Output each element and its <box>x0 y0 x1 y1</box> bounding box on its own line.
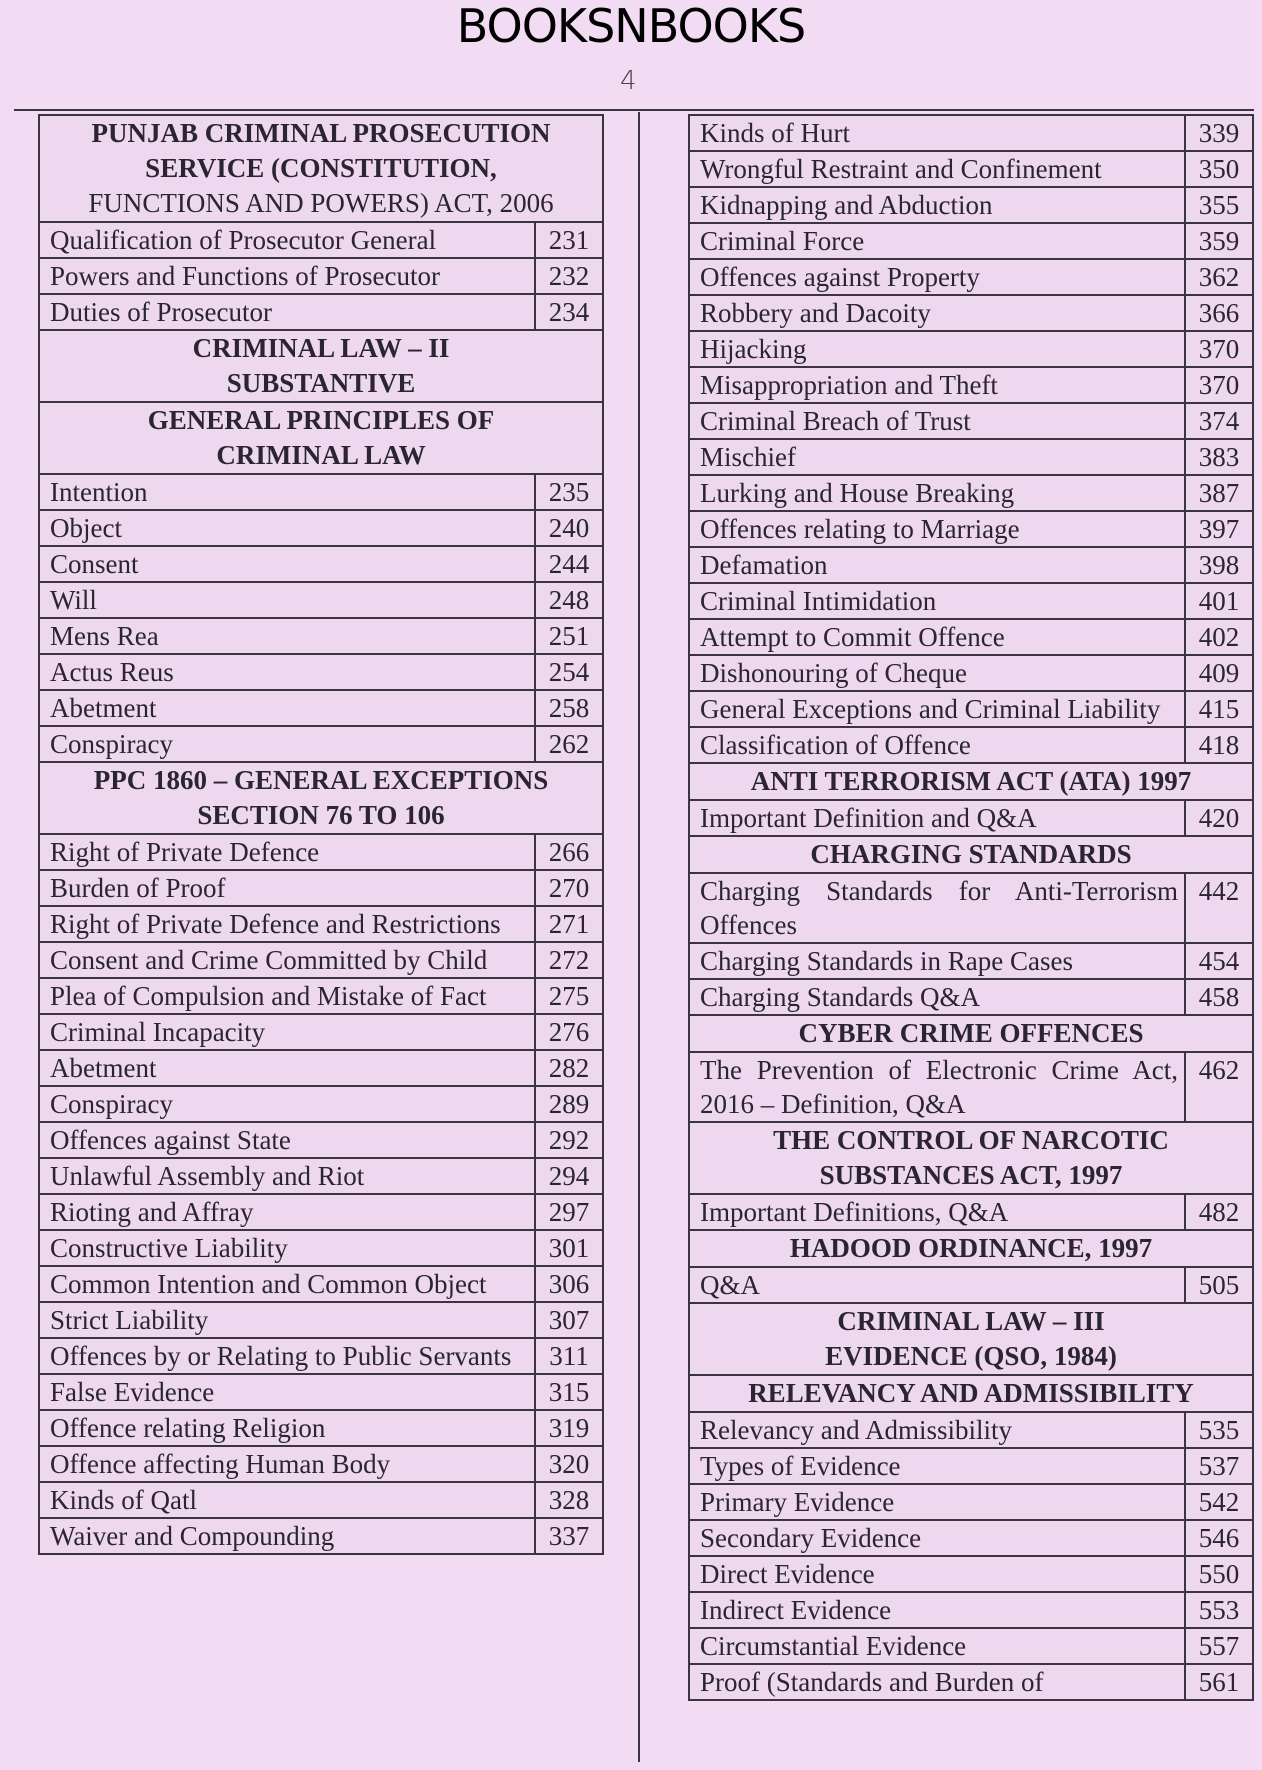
entry-page-number: 272 <box>535 942 603 978</box>
toc-entry <box>39 1122 603 1158</box>
section-heading-line: CRIMINAL LAW <box>216 440 426 470</box>
entry-page-number: 315 <box>535 1374 603 1410</box>
entry-title: Kinds of Qatl <box>39 1482 535 1518</box>
entry-title: Robbery and Dacoity <box>689 295 1185 331</box>
entry-title: Offence relating Religion <box>39 1410 535 1446</box>
toc-entry <box>39 1266 603 1302</box>
section-heading-line: HADOOD ORDINANCE, 1997 <box>789 1233 1153 1263</box>
entry-page-number: 366 <box>1185 295 1253 331</box>
entry-page-number: 328 <box>535 1482 603 1518</box>
toc-entry <box>689 655 1253 691</box>
toc-left-column <box>38 114 604 1555</box>
entry-page-number: 561 <box>1185 1664 1253 1700</box>
entry-title: Powers and Functions of Prosecutor <box>39 258 535 294</box>
toc-entry <box>39 1374 603 1410</box>
entry-title: Consent <box>39 546 535 582</box>
toc-entry <box>689 1267 1253 1303</box>
toc-entry <box>39 942 603 978</box>
entry-page-number: 418 <box>1185 727 1253 763</box>
entry-page-number: 535 <box>1185 1412 1253 1448</box>
entry-title: Constructive Liability <box>39 1230 535 1266</box>
toc-entry <box>39 726 603 762</box>
toc-entry <box>689 1520 1253 1556</box>
entry-page-number: 374 <box>1185 403 1253 439</box>
entry-title: Offences against State <box>39 1122 535 1158</box>
toc-entry <box>39 1446 603 1482</box>
entry-title: Lurking and House Breaking <box>689 475 1185 511</box>
entry-title: Abetment <box>39 690 535 726</box>
section-heading-cell <box>39 330 603 402</box>
entry-title: Consent and Crime Committed by Child <box>39 942 535 978</box>
toc-entry <box>689 547 1253 583</box>
toc-entry <box>39 1410 603 1446</box>
section-heading-line: PPC 1860 – GENERAL EXCEPTIONS <box>93 765 549 795</box>
entry-page-number: 557 <box>1185 1628 1253 1664</box>
watermark-brand: BOOKSNBOOKS <box>456 0 806 53</box>
toc-entry <box>689 1664 1253 1700</box>
entry-page-number: 339 <box>1185 115 1253 151</box>
section-heading-cell <box>39 762 603 834</box>
entry-title: Kidnapping and Abduction <box>689 187 1185 223</box>
entry-page-number: 258 <box>535 690 603 726</box>
entry-page-number: 231 <box>535 222 603 258</box>
entry-page-number: 397 <box>1185 511 1253 547</box>
toc-entry <box>689 439 1253 475</box>
toc-entry <box>689 367 1253 403</box>
entry-page-number: 415 <box>1185 691 1253 727</box>
entry-title: Offences relating to Marriage <box>689 511 1185 547</box>
entry-page-number: 248 <box>535 582 603 618</box>
entry-page-number: 294 <box>535 1158 603 1194</box>
toc-entry <box>39 1014 603 1050</box>
toc-entry <box>689 979 1253 1015</box>
section-heading <box>689 1303 1253 1375</box>
toc-entry <box>39 690 603 726</box>
entry-title: Actus Reus <box>39 654 535 690</box>
section-heading <box>689 1375 1253 1412</box>
entry-title: Dishonouring of Cheque <box>689 655 1185 691</box>
entry-title: Wrongful Restraint and Confinement <box>689 151 1185 187</box>
toc-entry <box>689 1412 1253 1448</box>
entry-page-number: 289 <box>535 1086 603 1122</box>
entry-title: Will <box>39 582 535 618</box>
toc-entry <box>39 510 603 546</box>
entry-page-number: 420 <box>1185 800 1253 836</box>
page-number: 4 <box>620 66 637 96</box>
toc-entry <box>39 906 603 942</box>
entry-page-number: 270 <box>535 870 603 906</box>
entry-page-number: 266 <box>535 834 603 870</box>
entry-page-number: 262 <box>535 726 603 762</box>
section-heading-line: EVIDENCE (QSO, 1984) <box>825 1341 1117 1371</box>
entry-title: Abetment <box>39 1050 535 1086</box>
toc-entry <box>39 258 603 294</box>
entry-title: General Exceptions and Criminal Liability <box>689 691 1185 727</box>
toc-entry <box>689 1052 1253 1122</box>
entry-page-number: 306 <box>535 1266 603 1302</box>
entry-title: Strict Liability <box>39 1302 535 1338</box>
toc-entry <box>689 331 1253 367</box>
section-heading-cell <box>689 1303 1253 1375</box>
entry-page-number: 234 <box>535 294 603 330</box>
section-heading-line: CHARGING STANDARDS <box>810 839 1132 869</box>
toc-entry <box>39 1194 603 1230</box>
toc-entry <box>689 295 1253 331</box>
toc-entry <box>689 873 1253 943</box>
entry-title: Intention <box>39 474 535 510</box>
section-heading <box>689 836 1253 873</box>
entry-page-number: 320 <box>535 1446 603 1482</box>
entry-title: Misappropriation and Theft <box>689 367 1185 403</box>
section-heading-line: RELEVANCY AND ADMISSIBILITY <box>748 1378 1194 1408</box>
toc-entry <box>39 654 603 690</box>
section-heading-cell <box>689 836 1253 873</box>
entry-page-number: 337 <box>535 1518 603 1554</box>
entry-title: Right of Private Defence and Restrictions <box>39 906 535 942</box>
entry-title: Defamation <box>689 547 1185 583</box>
toc-entry <box>39 222 603 258</box>
entry-title: Relevancy and Admissibility <box>689 1412 1185 1448</box>
toc-entry <box>39 618 603 654</box>
entry-page-number: 359 <box>1185 223 1253 259</box>
entry-title: Conspiracy <box>39 1086 535 1122</box>
toc-entry <box>689 1194 1253 1230</box>
entry-page-number: 254 <box>535 654 603 690</box>
section-heading-line: PUNJAB CRIMINAL PROSECUTION <box>91 118 551 148</box>
entry-page-number: 537 <box>1185 1448 1253 1484</box>
section-heading-line: SERVICE (CONSTITUTION, <box>145 153 497 183</box>
toc-entry <box>39 1158 603 1194</box>
section-heading <box>39 762 603 834</box>
entry-page-number: 454 <box>1185 943 1253 979</box>
entry-title: Direct Evidence <box>689 1556 1185 1592</box>
entry-title: Mens Rea <box>39 618 535 654</box>
entry-page-number: 282 <box>535 1050 603 1086</box>
entry-title: Charging Standards Q&A <box>689 979 1185 1015</box>
entry-title: Conspiracy <box>39 726 535 762</box>
entry-title: Criminal Intimidation <box>689 583 1185 619</box>
section-heading <box>39 402 603 474</box>
entry-page-number: 546 <box>1185 1520 1253 1556</box>
entry-title: Charging Standards for Anti-Terrorism Offences <box>689 873 1185 943</box>
toc-entry <box>689 187 1253 223</box>
entry-page-number: 307 <box>535 1302 603 1338</box>
entry-title: Plea of Compulsion and Mistake of Fact <box>39 978 535 1014</box>
entry-page-number: 387 <box>1185 475 1253 511</box>
entry-title: Burden of Proof <box>39 870 535 906</box>
section-heading-cell <box>39 115 603 222</box>
entry-title: Kinds of Hurt <box>689 115 1185 151</box>
toc-entry <box>39 1086 603 1122</box>
toc-entry <box>39 834 603 870</box>
toc-entry <box>689 1484 1253 1520</box>
entry-title: Circumstantial Evidence <box>689 1628 1185 1664</box>
entry-title: Object <box>39 510 535 546</box>
entry-title: Offences against Property <box>689 259 1185 295</box>
toc-entry <box>689 259 1253 295</box>
entry-title: Types of Evidence <box>689 1448 1185 1484</box>
entry-title: Primary Evidence <box>689 1484 1185 1520</box>
entry-page-number: 319 <box>535 1410 603 1446</box>
section-heading-line: GENERAL PRINCIPLES OF <box>147 405 495 435</box>
section-heading-line: CRIMINAL LAW – III <box>837 1306 1105 1336</box>
toc-entry <box>689 223 1253 259</box>
entry-title: Waiver and Compounding <box>39 1518 535 1554</box>
entry-title: Criminal Force <box>689 223 1185 259</box>
entry-page-number: 458 <box>1185 979 1253 1015</box>
section-heading-cell <box>689 1375 1253 1412</box>
entry-page-number: 383 <box>1185 439 1253 475</box>
toc-entry <box>39 474 603 510</box>
entry-page-number: 355 <box>1185 187 1253 223</box>
toc-entry <box>39 1518 603 1554</box>
entry-page-number: 442 <box>1185 873 1253 943</box>
entry-title: Important Definitions, Q&A <box>689 1194 1185 1230</box>
entry-title: Indirect Evidence <box>689 1592 1185 1628</box>
entry-page-number: 462 <box>1185 1052 1253 1122</box>
toc-entry <box>689 403 1253 439</box>
entry-page-number: 301 <box>535 1230 603 1266</box>
entry-title: False Evidence <box>39 1374 535 1410</box>
entry-title: Offence affecting Human Body <box>39 1446 535 1482</box>
entry-page-number: 271 <box>535 906 603 942</box>
entry-page-number: 311 <box>535 1338 603 1374</box>
entry-page-number: 409 <box>1185 655 1253 691</box>
section-heading-line: ANTI TERRORISM ACT (ATA) 1997 <box>750 766 1192 796</box>
toc-entry <box>39 1482 603 1518</box>
toc-entry <box>689 691 1253 727</box>
entry-page-number: 244 <box>535 546 603 582</box>
section-heading-cell <box>689 1015 1253 1052</box>
section-heading <box>689 1122 1253 1194</box>
entry-title: Rioting and Affray <box>39 1194 535 1230</box>
toc-entry <box>689 800 1253 836</box>
toc-entry <box>689 1592 1253 1628</box>
entry-title: Qualification of Prosecutor General <box>39 222 535 258</box>
section-heading-line: CRIMINAL LAW – II <box>192 333 450 363</box>
toc-entry <box>39 1302 603 1338</box>
toc-entry <box>689 1448 1253 1484</box>
entry-page-number: 235 <box>535 474 603 510</box>
toc-entry <box>39 1050 603 1086</box>
section-heading-line: FUNCTIONS AND POWERS) ACT, 2006 <box>88 188 554 218</box>
entry-page-number: 292 <box>535 1122 603 1158</box>
entry-title: Criminal Breach of Trust <box>689 403 1185 439</box>
section-heading-line: SUBSTANCES ACT, 1997 <box>819 1160 1123 1190</box>
section-heading-line: SUBSTANTIVE <box>226 368 416 398</box>
toc-entry <box>39 870 603 906</box>
entry-page-number: 232 <box>535 258 603 294</box>
entry-page-number: 350 <box>1185 151 1253 187</box>
entry-title: Classification of Offence <box>689 727 1185 763</box>
toc-entry <box>689 1628 1253 1664</box>
toc-entry <box>39 1230 603 1266</box>
entry-page-number: 276 <box>535 1014 603 1050</box>
section-heading <box>689 763 1253 800</box>
toc-entry <box>39 582 603 618</box>
toc-entry <box>689 511 1253 547</box>
toc-entry <box>39 1338 603 1374</box>
entry-page-number: 362 <box>1185 259 1253 295</box>
toc-entry <box>689 727 1253 763</box>
entry-title: Q&A <box>689 1267 1185 1303</box>
entry-title: Duties of Prosecutor <box>39 294 535 330</box>
section-heading-cell <box>689 1122 1253 1194</box>
section-heading <box>39 115 603 222</box>
section-heading-line: CYBER CRIME OFFENCES <box>798 1018 1144 1048</box>
entry-page-number: 398 <box>1185 547 1253 583</box>
entry-title: Offences by or Relating to Public Servants <box>39 1338 535 1374</box>
entry-page-number: 550 <box>1185 1556 1253 1592</box>
toc-entry <box>689 115 1253 151</box>
entry-title: Important Definition and Q&A <box>689 800 1185 836</box>
entry-page-number: 240 <box>535 510 603 546</box>
entry-page-number: 482 <box>1185 1194 1253 1230</box>
entry-title: Secondary Evidence <box>689 1520 1185 1556</box>
entry-page-number: 402 <box>1185 619 1253 655</box>
entry-title: Criminal Incapacity <box>39 1014 535 1050</box>
entry-title: Right of Private Defence <box>39 834 535 870</box>
toc-entry <box>39 978 603 1014</box>
section-heading-cell <box>39 402 603 474</box>
entry-title: Hijacking <box>689 331 1185 367</box>
entry-page-number: 553 <box>1185 1592 1253 1628</box>
entry-page-number: 275 <box>535 978 603 1014</box>
toc-entry <box>689 475 1253 511</box>
entry-page-number: 401 <box>1185 583 1253 619</box>
entry-title: Attempt to Commit Offence <box>689 619 1185 655</box>
section-heading-cell <box>689 763 1253 800</box>
entry-page-number: 251 <box>535 618 603 654</box>
entry-page-number: 370 <box>1185 331 1253 367</box>
entry-title: Mischief <box>689 439 1185 475</box>
toc-right-column <box>688 114 1254 1701</box>
section-heading-line: SECTION 76 TO 106 <box>197 800 445 830</box>
column-divider <box>638 112 640 1762</box>
entry-page-number: 505 <box>1185 1267 1253 1303</box>
entry-title: Charging Standards in Rape Cases <box>689 943 1185 979</box>
section-heading-cell <box>689 1230 1253 1267</box>
entry-title: Common Intention and Common Object <box>39 1266 535 1302</box>
entry-title: Unlawful Assembly and Riot <box>39 1158 535 1194</box>
toc-entry <box>689 583 1253 619</box>
toc-entry <box>689 619 1253 655</box>
entry-page-number: 297 <box>535 1194 603 1230</box>
entry-page-number: 542 <box>1185 1484 1253 1520</box>
section-heading <box>689 1230 1253 1267</box>
section-heading-line: THE CONTROL OF NARCOTIC <box>773 1125 1169 1155</box>
entry-title: Proof (Standards and Burden of <box>689 1664 1185 1700</box>
section-heading <box>689 1015 1253 1052</box>
entry-page-number: 370 <box>1185 367 1253 403</box>
entry-title: The Prevention of Electronic Crime Act, 2016 – Definition, Q&A <box>689 1052 1185 1122</box>
toc-entry <box>39 546 603 582</box>
toc-entry <box>39 294 603 330</box>
toc-entry <box>689 151 1253 187</box>
top-rule <box>14 109 1254 111</box>
section-heading <box>39 330 603 402</box>
toc-entry <box>689 1556 1253 1592</box>
toc-entry <box>689 943 1253 979</box>
